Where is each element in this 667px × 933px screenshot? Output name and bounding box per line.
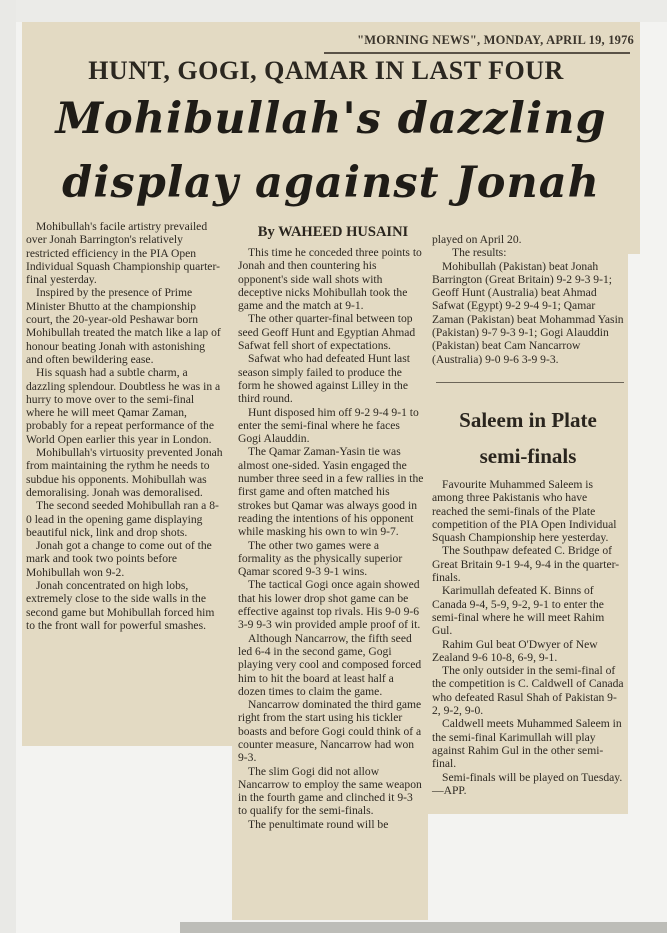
paragraph: Semi-finals will be played on Tuesday.—APP.: [432, 770, 623, 797]
results-paragraph: Mohibullah (Pakistan) beat Jonah Barrington (Great Britain) 9-2 9-3 9-1; Geoff Hunt (Australia) beat Ahmad Safwat (Egypt) 9-2 9-4 9-1; Qamar Zaman (Pakistan) beat Mohammad Yasin (Pakistan) 9-7 9-3 9-1; Gogi Alauddin (Pakistan) beat Cam Nancarrow (Australia) 9-0 9-6 3-9 9-3.: [432, 259, 624, 366]
scan-top-edge: [16, 0, 667, 22]
paragraph: Safwat who had defeated Hunt last season simply failed to produce the form he showed against Lilley in the third round.: [238, 352, 410, 406]
paragraph: The second seeded Mohibullah ran a 8-0 lead in the opening game displaying beautiful nick, link and drop shots.: [26, 499, 219, 539]
paragraph: The Southpaw defeated C. Bridge of Great Britain 9-1 9-4, 9-4 in the quarter-finals.: [432, 544, 620, 585]
paragraph: The only outsider in the semi-final of the competition is C. Caldwell of Canada who defeated Rasul Shah of Pakistan 9-2, 9-2, 9-0.: [432, 664, 624, 718]
results-heading: The results:: [452, 246, 507, 260]
scan-bottom-edge: [180, 922, 667, 933]
paragraph: Caldwell meets Muhammed Saleem in the semi-final Karimullah will play against Rahim Gul in the other semi-final.: [432, 717, 622, 771]
paragraph: Karimullah defeated K. Binns of Canada 9-4, 5-9, 9-2, 9-1 to enter the semi-final where he will meet Rahim Gul.: [432, 584, 605, 638]
paragraph: Jonah got a change to come out of the mark and took two points before Mohibullah won 9-2.: [26, 539, 212, 579]
paragraph: The penultimate round will be: [248, 817, 389, 831]
article-column-3: [432, 233, 624, 366]
article-column-2: [238, 246, 424, 831]
scan-left-edge: [0, 0, 16, 933]
paragraph: The other two games were a formality as the physically superior Qamar scored 9-3 9-1 wins.: [238, 538, 403, 579]
paragraph: The slim Gogi did not allow Nancarrow to employ the same weapon in the fourth game and clinched it 9-3 to qualify for the semi-finals.: [238, 764, 422, 818]
section-divider: [436, 382, 624, 383]
article-column-1: [26, 220, 224, 632]
dateline-rule: [324, 52, 630, 54]
paragraph: Rahim Gul beat O'Dwyer of New Zealand 9-6 10-8, 6-9, 9-1.: [432, 637, 598, 664]
paragraph: The Qamar Zaman-Yasin tie was almost one-sided. Yasin engaged the number three seed in a few rallies in the first game and often matched his strokes but Qamar was always good in reading the intentions of his opponent while masking his own to win 9-7.: [238, 445, 424, 539]
paragraph: The tactical Gogi once again showed that his lower drop shot game can be effective against top rivals. His 9-0 9-6 3-9 9-3 win provided ample proof of it.: [238, 578, 421, 632]
dateline: "MORNING NEWS", MONDAY, APRIL 19, 1976: [357, 33, 634, 47]
paragraph: This time he conceded three points to Jonah and then countering his opponent's side wall shots with deceptive nicks Mohibullah took the game and the match at 9-1.: [238, 246, 422, 313]
paragraph: The other quarter-final between top seed Geoff Hunt and Egyptian Ahmad Safwat fell short of expectations.: [238, 312, 416, 353]
byline: By WAHEED HUSAINI: [257, 224, 409, 240]
paragraph: Inspired by the presence of Prime Minister Bhutto at the championship court, the 20-year-old Peshawar born Mohibullah treated the match like a lap of honour beating Jonah with astonishing and often bewildering ease.: [26, 286, 221, 366]
paragraph: Nancarrow dominated the third game right from the start using his tickler boasts and before Gogi could think of a counter measure, Nancarrow had won 9-3.: [238, 698, 422, 765]
paragraph: Jonah concentrated on high lobs, extremely close to the side walls in the second game but Mohibullah forced him to the front wall for powerful smashes.: [26, 579, 215, 632]
paragraph: Favourite Muhammed Saleem is among three Pakistanis who have reached the semi-finals of the Plate competition of the PIA Open Individual Squash Championship here yesterday.: [432, 478, 617, 545]
paragraph: Although Nancarrow, the fifth seed led 6-4 in the second game, Gogi playing very cool and composed forced him to hit the board at least half a dozen times to claim the game.: [238, 631, 422, 698]
main-headline-line-1: Mohibullah's dazzling: [55, 94, 607, 144]
main-headline-line-2: display against Jonah: [62, 158, 600, 208]
subheadline-line-1: Saleem in Plate: [459, 408, 597, 432]
paragraph: Hunt disposed him off 9-2 9-4 9-1 to enter the semi-final where he faces Gogi Alauddin.: [238, 405, 419, 446]
paragraph: His squash had a subtle charm, a dazzling splendour. Doubtless he was in a hurry to move over to the semi-final where he will meet Qamar Zaman, probably for a repeat performance of the World Open earlier this year in London.: [26, 366, 221, 446]
paragraph-continuation: played on April 20.: [432, 233, 522, 246]
paragraph: Mohibullah's virtuosity prevented Jonah from maintaining the rythm he needs to subdue his opponents. Mohibullah was demoralising. Jonah was demoralised.: [26, 446, 223, 499]
paragraph: Mohibullah's facile artistry prevailed over Jonah Barrington's relatively restricted efficiency in the PIA Open Individual Squash Championship quarter-final yesterday.: [26, 220, 220, 287]
kicker-headline: HUNT, GOGI, QAMAR IN LAST FOUR: [88, 56, 564, 85]
subheadline-line-2: semi-finals: [479, 444, 577, 468]
plate-article-column: [432, 478, 624, 797]
